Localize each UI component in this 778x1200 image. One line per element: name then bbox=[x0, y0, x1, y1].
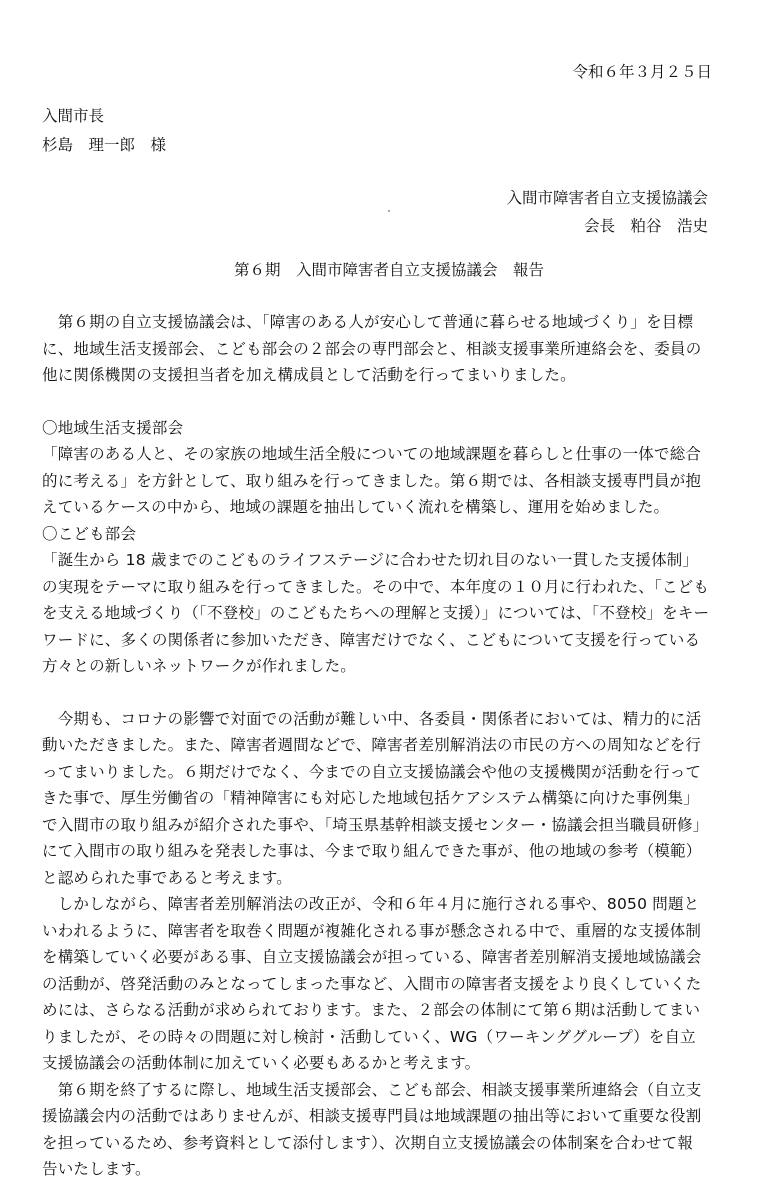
body-line: 今期も、コロナの影響で対面での活動が難しい中、各委員・関係者においては、精力的に活 bbox=[42, 709, 702, 728]
intro-paragraph bbox=[42, 309, 740, 389]
body-line: しかしながら、障害者差別解消法の改正が、令和６年４月に施行される事や、8050 問題と bbox=[42, 895, 700, 913]
body-line: ってまいりました。６期だけでなく、今までの自立支援協議会や他の支援機関が活動を行って bbox=[42, 762, 702, 781]
body-line: 的に考える」を方針として、取り組みを行ってきました。第６期では、各相談支援専門員が抱 bbox=[42, 471, 702, 490]
body-line: ワードに、多くの関係者に参加いただき、障害だけでなく、こどもについて支援を行っている bbox=[42, 630, 701, 649]
document-title: 第６期 入間市障害者自立支援協議会 報告 bbox=[233, 261, 544, 279]
body-line: えているケースの中から、地域の課題を抽出していく流れを構築し、運用を始めました。 bbox=[42, 498, 670, 516]
body-line: に、地域生活支援部会、こども部会の２部会の専門部会と、相談支援事業所連絡会を、委員の bbox=[42, 339, 702, 358]
body-line: の活動が、啓発活動のみとなってしまった事など、入間市の障害者支援をより良くしていくた bbox=[42, 974, 702, 993]
body-line: にて入間市の取り組みを発表した事は、今まで取り組んできた事が、他の地域の参考（模範） bbox=[42, 842, 702, 860]
recipient-title: 入間市長 bbox=[42, 107, 105, 125]
section-heading: 〇こども部会 bbox=[42, 524, 137, 543]
body-line: を構築していく必要がある事、自立支援協議会が担っている、障害者差別解消支援地域協議会 bbox=[42, 948, 702, 966]
body-line: と認められた事であると考えます。 bbox=[42, 868, 292, 887]
body-line: 動いただきました。また、障害者週間などで、障害者差別解消法の市民の方への周知などを行 bbox=[42, 736, 702, 754]
body-line: きた事で、厚生労働省の「精神障害にも対応した地域包括ケアシステム構築に向けた事例集」 bbox=[42, 789, 699, 807]
body-line: を担っているため、参考資料として添付します）、次期自立支援協議会の体制案を合わせて報 bbox=[42, 1133, 694, 1152]
section-community-life bbox=[42, 415, 740, 521]
summary-paragraph-1 bbox=[42, 706, 740, 892]
body-line: 「誕生から 18 歳までのこどものライフステージに合わせた切れ目のない一貫した支援体制」 bbox=[42, 551, 699, 569]
body-line: 第６期の自立支援協議会は、「障害のある人が安心して普通に暮らせる地域づくり」を目標 bbox=[42, 313, 694, 331]
body-line: めには、さらなる活動が求められております。また、２部会の体制にて第６期は活動してまい bbox=[42, 1001, 701, 1019]
body-line: 援協議会内の活動ではありませんが、相談支援専門員は地域課題の抽出等において重要な役割 bbox=[42, 1107, 702, 1125]
body-line: を支える地域づくり（「不登校」のこどもたちへの理解と支援）」については、「不登校」をキー bbox=[42, 604, 710, 622]
section-children bbox=[42, 521, 740, 680]
body-line: の実現をテーマに取り組みを行ってきました。その中で、本年度の１０月に行われた、「こども bbox=[42, 577, 710, 596]
summary-paragraph-3 bbox=[42, 1077, 740, 1183]
body-line: 他に関係機関の支援担当者を加え構成員として活動を行ってまいりました。 bbox=[42, 366, 576, 384]
body-line: 方々との新しいネットワークが作れました。 bbox=[42, 657, 357, 675]
sender-organization: 入間市障害者自立支援協議会 bbox=[506, 189, 708, 207]
sender-name: 会長 粕谷 浩史 bbox=[583, 217, 708, 235]
summary-paragraph-2 bbox=[42, 891, 740, 1077]
section-heading: 〇地域生活支援部会 bbox=[42, 418, 184, 437]
body-line: で入間市の取り組みが紹介された事や、「埼玉県基幹相談支援センター・協議会担当職員研修」 bbox=[42, 815, 709, 834]
body-line: いわれるように、障害者を取巻く問題が複雑化される事が懸念される中で、重層的な支援体制 bbox=[42, 921, 702, 940]
document-date: 令和６年３月２５日 bbox=[572, 63, 712, 81]
body-line: 告いたします。 bbox=[42, 1160, 151, 1178]
body-line: 支援協議会の活動体制に加えていく必要もあるかと考えます。 bbox=[42, 1054, 481, 1072]
body-line: 「障害のある人と、その家族の地域生活全般についての地域課題を暮らしと仕事の一体で総合 bbox=[42, 445, 702, 463]
body-line: りましたが、その時々の問題に対し検討・活動していく、WG（ワーキンググループ）を自立 bbox=[42, 1027, 696, 1046]
recipient-name: 杉島 理一郎 様 bbox=[42, 136, 167, 154]
scan-speck bbox=[388, 210, 390, 212]
body-line: 第６期を終了するに際し、地域生活支援部会、こども部会、相談支援事業所連絡会（自立支 bbox=[42, 1080, 702, 1099]
document-body bbox=[42, 309, 740, 1183]
